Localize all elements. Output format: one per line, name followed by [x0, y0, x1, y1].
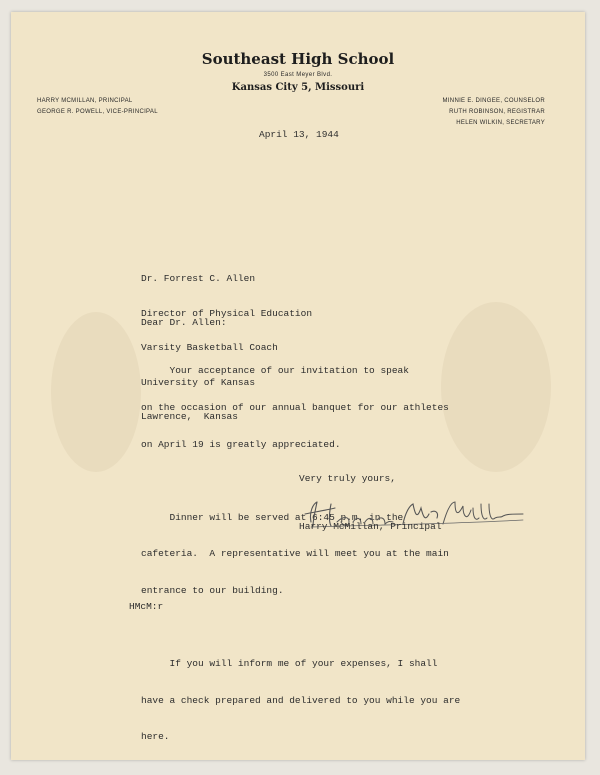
- body-line: cafeteria. A representative will meet you at the main: [141, 548, 449, 560]
- staff-principal: HARRY MCMILLAN, PRINCIPAL: [37, 98, 133, 104]
- salutation: Dear Dr. Allen:: [141, 317, 227, 328]
- staff-counselor: MINNIE E. DINGEE, COUNSELOR: [442, 98, 545, 104]
- letter-page: [11, 12, 585, 760]
- letter-date: April 13, 1944: [259, 129, 339, 140]
- staff-list-left: [37, 96, 158, 118]
- letter-body: [141, 341, 460, 760]
- staff-list-right: [443, 96, 545, 129]
- staff-registrar: RUTH ROBINSON, REGISTRAR: [449, 109, 545, 115]
- body-line: Dinner will be served at 6:45 p.m. in the: [141, 511, 404, 523]
- body-line: on April 19 is greatly appreciated.: [141, 438, 341, 450]
- address-line: Lawrence, Kansas: [141, 411, 238, 422]
- reference-initials: HMcM:r: [129, 601, 164, 612]
- address-line: Dr. Forrest C. Allen: [141, 273, 256, 284]
- school-name: Southeast High School: [201, 50, 395, 68]
- school-street: 3500 East Meyer Blvd.: [263, 72, 333, 78]
- body-line: on the occasion of our annual banquet for our athletes: [141, 402, 449, 414]
- body-line: have a check prepared and delivered to you while you are: [141, 694, 461, 706]
- body-line: Your acceptance of our invitation to speak: [141, 365, 409, 377]
- body-line: here.: [141, 731, 170, 743]
- body-line: If you will inform me of your expenses, I shall: [141, 658, 438, 670]
- address-line: Varsity Basketball Coach: [141, 342, 278, 353]
- signature-name: Harry McMillan, Principal: [299, 521, 442, 532]
- staff-vice-principal: GEORGE R. POWELL, VICE-PRINCIPAL: [37, 109, 158, 115]
- paper-stain: [51, 312, 141, 472]
- address-line: University of Kansas: [141, 376, 256, 388]
- address-line: Director of Physical Education: [141, 307, 313, 319]
- school-city: Kansas City 5, Missouri: [231, 82, 365, 93]
- body-line: [141, 622, 460, 634]
- staff-secretary: HELEN WILKIN, SECRETARY: [456, 120, 545, 126]
- body-line: entrance to our building.: [141, 585, 284, 597]
- complimentary-closing: Very truly yours,: [299, 473, 396, 484]
